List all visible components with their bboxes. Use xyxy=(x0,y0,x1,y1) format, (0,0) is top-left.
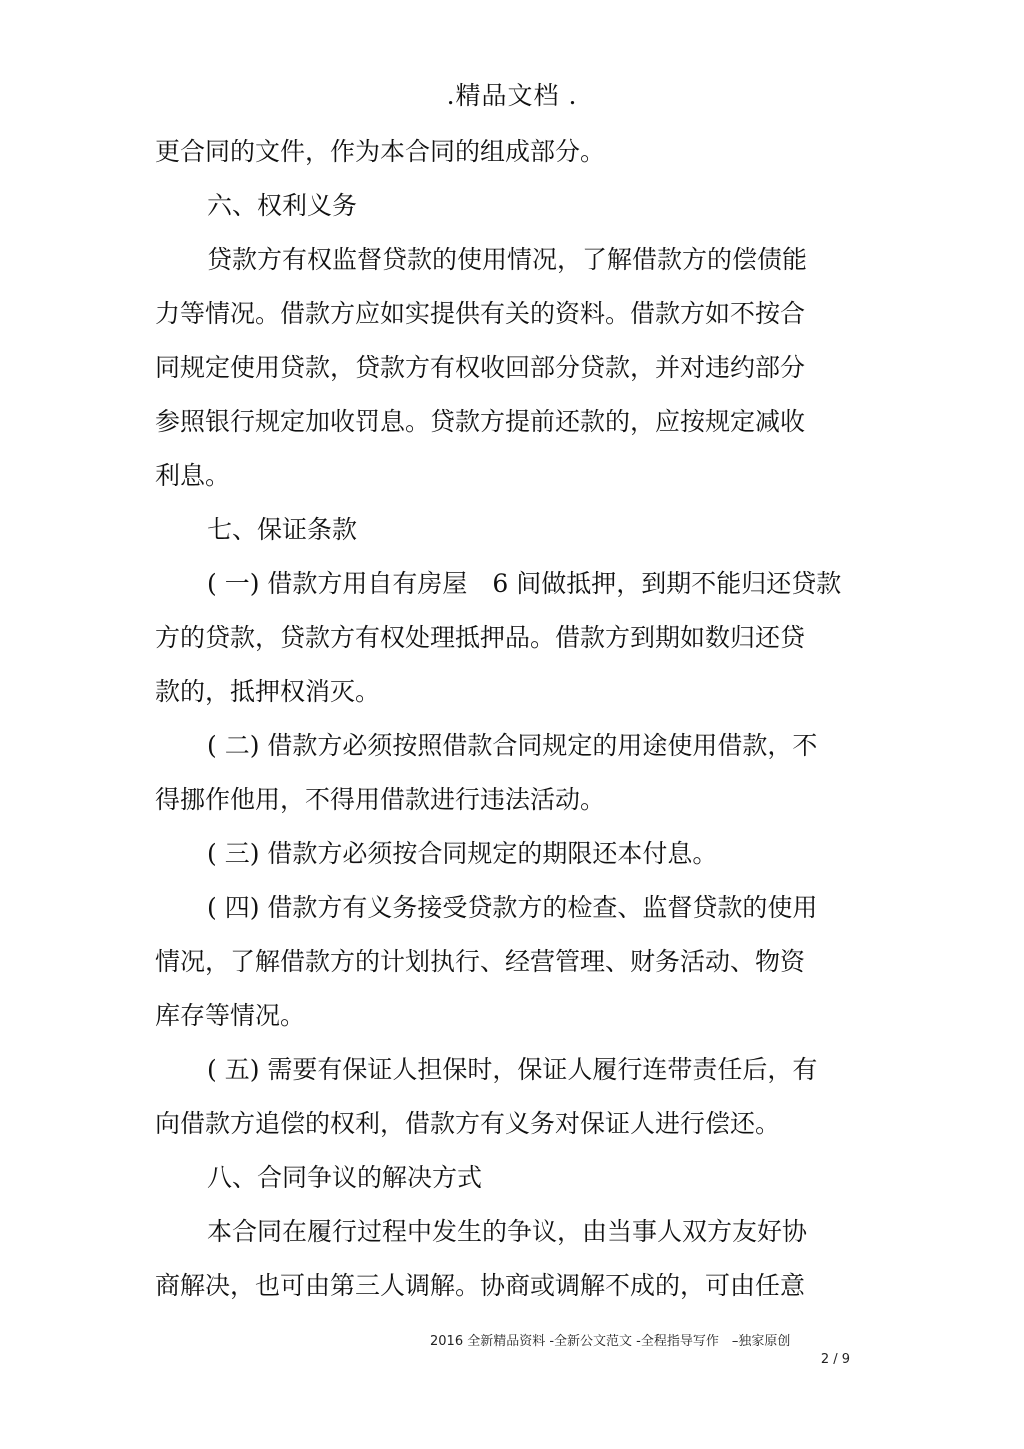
text-line: ( 四) 借款方有义务接受贷款方的检查、监督贷款的使用 xyxy=(207,893,818,922)
text-line: 方的贷款，贷款方有权处理抵押品。借款方到期如数归还贷 xyxy=(155,623,806,652)
text-line: 情况，了解借款方的计划执行、经营管理、财务活动、物资 xyxy=(155,947,806,976)
text-line: 商解决，也可由第三人调解。协商或调解不成的，可由任意 xyxy=(155,1271,806,1300)
text-line: 力等情况。借款方应如实提供有关的资料。借款方如不按合 xyxy=(155,299,806,328)
text-line: ( 二) 借款方必须按照借款合同规定的用途使用借款，不 xyxy=(207,731,818,760)
text-line: 参照银行规定加收罚息。贷款方提前还款的，应按规定减收 xyxy=(155,407,806,436)
document-body xyxy=(155,125,845,1313)
text-line: ( 一) 借款方用自有房屋 6 间做抵押，到期不能归还贷款 xyxy=(207,569,842,598)
text-line: 本合同在履行过程中发生的争议，由当事人双方友好协 xyxy=(207,1217,808,1246)
page-header: .精品文档 . xyxy=(446,81,578,110)
text-line: 向借款方追偿的权利，借款方有义务对保证人进行偿还。 xyxy=(155,1109,781,1138)
page-footer: 2016 全新精品资料 -全新公文范文 -全程指导写作 –独家原创 xyxy=(430,1334,791,1349)
text-line: 八、合同争议的解决方式 xyxy=(207,1163,483,1192)
text-line: 贷款方有权监督贷款的使用情况，了解借款方的偿债能 xyxy=(207,245,808,274)
text-line: ( 三) 借款方必须按合同规定的期限还本付息。 xyxy=(207,839,718,868)
page-number: 2 / 9 xyxy=(820,1352,850,1367)
text-line: 六、权利义务 xyxy=(207,191,358,220)
text-line: 款的，抵押权消灭。 xyxy=(155,677,381,706)
text-line: 更合同的文件，作为本合同的组成部分。 xyxy=(155,137,606,166)
text-line: 七、保证条款 xyxy=(207,515,358,544)
text-line: 同规定使用贷款，贷款方有权收回部分贷款，并对违约部分 xyxy=(155,353,806,382)
text-line: 利息。 xyxy=(155,461,231,490)
text-line: 得挪作他用，不得用借款进行违法活动。 xyxy=(155,785,606,814)
text-line: ( 五) 需要有保证人担保时，保证人履行连带责任后，有 xyxy=(207,1055,818,1084)
text-line: 库存等情况。 xyxy=(155,1001,306,1030)
